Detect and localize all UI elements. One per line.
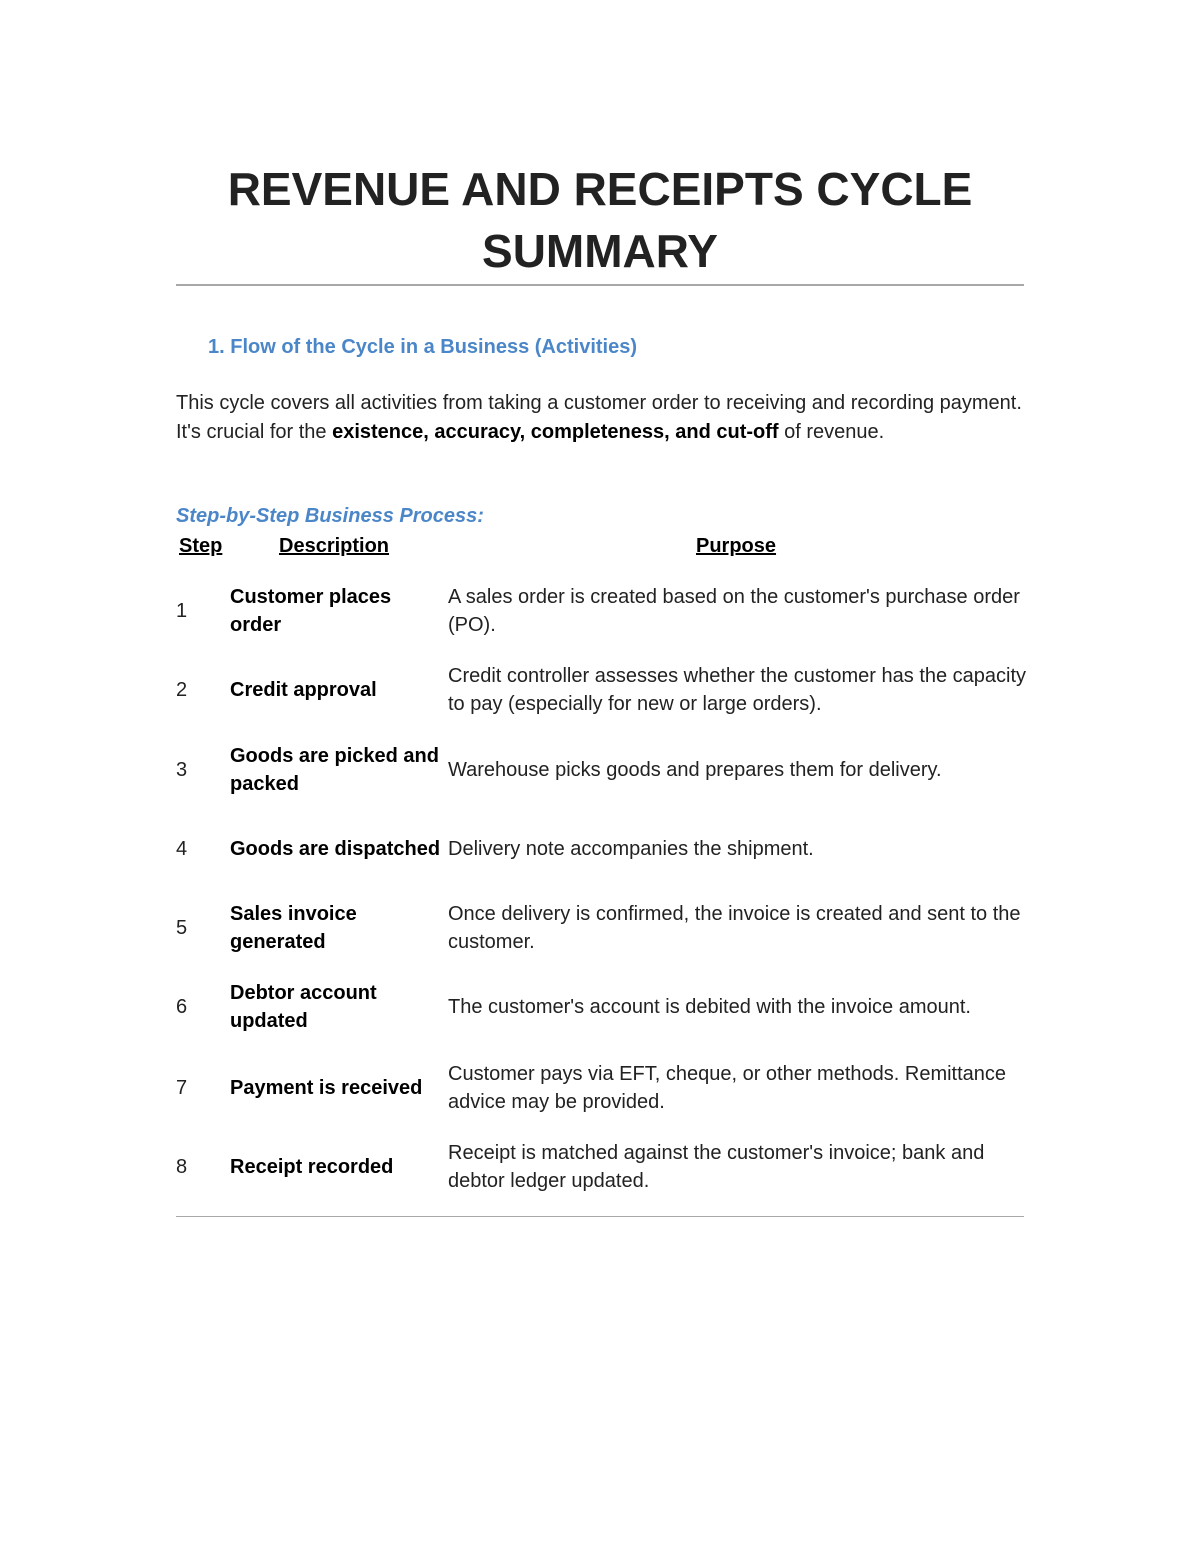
process-heading: Step-by-Step Business Process: <box>176 505 484 527</box>
step-purpose: Customer pays via EFT, cheque, or other methods. Remittance advice may be provided. <box>448 1062 1007 1113</box>
step-description: Customer places order <box>230 585 392 636</box>
step-purpose: Once delivery is confirmed, the invoice is created and sent to the customer. <box>448 902 1021 953</box>
step-purpose: The customer's account is debited with the invoice amount. <box>448 995 971 1018</box>
step-description: Debtor account updated <box>230 981 377 1032</box>
step-number: 1 <box>176 599 188 622</box>
step-description: Goods are picked and packed <box>230 744 439 795</box>
table-row <box>176 658 1036 722</box>
table-row <box>176 817 1036 881</box>
table-row <box>176 738 1036 802</box>
intro-text-start: This cycle covers all activities from taking a customer order to receiving and recording payment. It's crucial for the <box>176 392 1022 443</box>
table-row <box>176 1056 1036 1120</box>
intro-text-end: of revenue. <box>778 420 885 443</box>
table-row <box>176 579 1036 643</box>
column-header-step: Step <box>179 535 223 557</box>
step-purpose: Delivery note accompanies the shipment. <box>448 837 814 860</box>
step-number: 2 <box>176 678 188 701</box>
intro-paragraph <box>176 389 1026 446</box>
step-description: Payment is received <box>230 1076 423 1099</box>
step-number: 4 <box>176 837 188 860</box>
step-purpose: A sales order is created based on the customer's purchase order (PO). <box>448 585 1020 636</box>
intro-text-bold: existence, accuracy, completeness, and cut-off <box>332 420 779 443</box>
step-number: 7 <box>176 1076 188 1099</box>
step-number: 8 <box>176 1155 188 1178</box>
step-description: Receipt recorded <box>230 1155 394 1178</box>
step-description: Sales invoice generated <box>230 902 357 953</box>
step-number: 6 <box>176 995 188 1018</box>
step-purpose: Warehouse picks goods and prepares them for delivery. <box>448 758 942 781</box>
title-divider <box>176 284 1024 286</box>
table-bottom-divider <box>176 1216 1024 1217</box>
step-number: 5 <box>176 916 188 939</box>
step-number: 3 <box>176 758 188 781</box>
table-row <box>176 1135 1036 1199</box>
step-description: Credit approval <box>230 678 377 701</box>
column-header-purpose: Purpose <box>696 535 777 557</box>
column-header-description: Description <box>279 535 390 557</box>
table-row <box>176 975 1036 1039</box>
step-description: Goods are dispatched <box>230 837 441 860</box>
step-purpose: Credit controller assesses whether the customer has the capacity to pay (especially for new or large orders). <box>448 664 1027 715</box>
table-row <box>176 896 1036 960</box>
section-heading: 1. Flow of the Cycle in a Business (Activities) <box>208 336 637 358</box>
step-purpose: Receipt is matched against the customer's invoice; bank and debtor ledger updated. <box>448 1141 985 1192</box>
page-title: REVENUE AND RECEIPTS CYCLE SUMMARY <box>227 163 973 277</box>
